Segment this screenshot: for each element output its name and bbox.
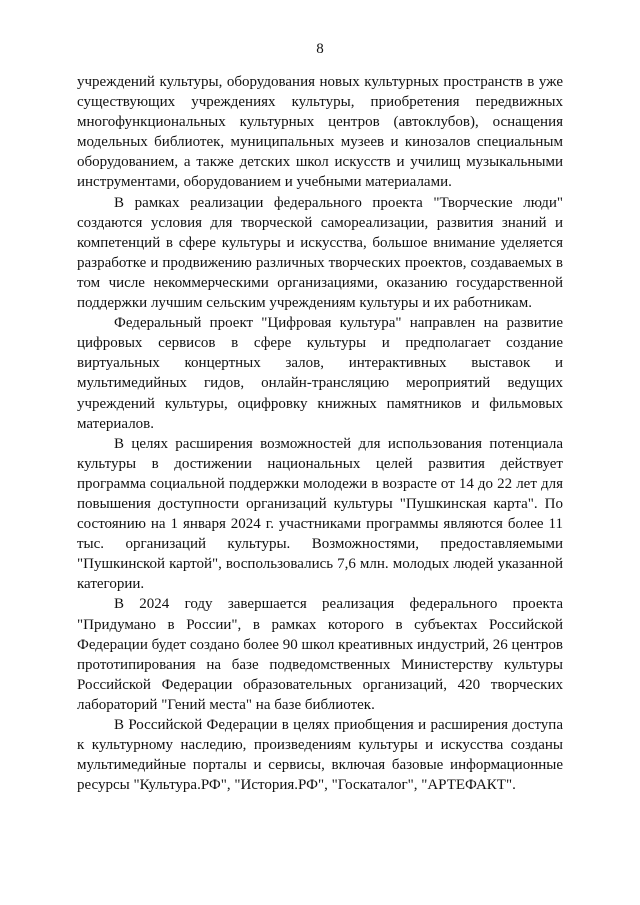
paragraph-invented-in-russia-project: В 2024 году завершается реализация федерального проекта "Придумано в России", в рамках которого в субъектах Российской Федерации будет создано более 90 школ креативных индустрий, 26 центров прототипирования на базе подведомственных Министерству культуры Российской Федерации образовательных организаций, 420 творческих лабораторий "Гений места" на базе библиотек. <box>77 596 563 713</box>
paragraph-continuation: учреждений культуры, оборудования новых культурных пространств в уже существующих учреждениях культуры, приобретения передвижных многофункциональных культурных центров (автоклубов), оснащения модельных библиотек, муниципальных музеев и кинозалов специальным оборудованием, а также детских школ искусств и училищ музыкальными инструментами, оборудованием и учебными материалами. <box>77 74 563 191</box>
paragraph-cultural-heritage-portals: В Российской Федерации в целях приобщения и расширения доступа к культурному наследию, произведениям культуры и искусства созданы мультимедийные порталы и сервисы, включая базовые информационные ресурсы "Культура.РФ", "История.РФ", "Госкаталог", "АРТЕФАКТ". <box>77 717 563 794</box>
page-number: 8 <box>316 41 324 57</box>
paragraph-pushkin-card-program: В целях расширения возможностей для использования потенциала культуры в достижении национальных целей развития действует программа социальной поддержки молодежи в возрасте от 14 до 22 лет для повышения доступности организаций культуры "Пушкинская карта". По состоянию на 1 января 2024 г. участниками программы являются более 11 тыс. организаций культуры. Возможностями, предоставляемыми "Пушкинской картой", воспользовались 7,6 млн. молодых людей указанной категории. <box>77 435 563 593</box>
paragraph-digital-culture-project: Федеральный проект "Цифровая культура" направлен на развитие цифровых сервисов в сфере культуры и предполагает создание виртуальных концертных залов, интерактивных выставок и мультимедийных гидов, онлайн-трансляцию мероприятий ведущих учреждений культуры, оцифровку книжных памятников и фильмовых материалов. <box>77 315 563 432</box>
paragraph-creative-people-project: В рамках реализации федерального проекта "Творческие люди" создаются условия для творческой самореализации, развития знаний и компетенций в сфере культуры и искусства, большое внимание уделяется разработке и продвижению различных творческих проектов, создаваемых в том числе некоммерческими организациями, оказанию государственной поддержки лучшим сельским учреждениям культуры и их работникам. <box>77 194 563 312</box>
body-text <box>77 72 563 795</box>
